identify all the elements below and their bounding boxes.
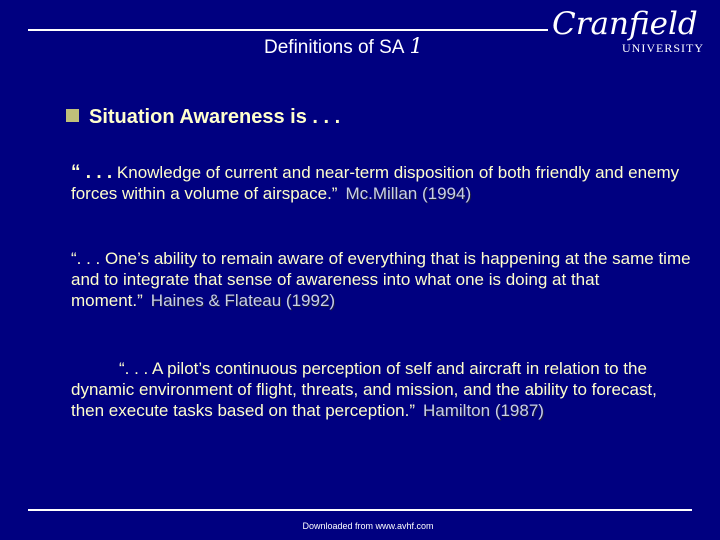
footer-source: Downloaded from www.avhf.com <box>302 521 434 531</box>
quote-1-lead: “ . . . <box>71 162 113 183</box>
quote-1-text: Knowledge of current and near-term disposition of both friendly and enemy forces within a volume of airspace.” <box>71 163 680 203</box>
bottom-divider <box>28 509 692 511</box>
quote-1-citation: Mc.Millan (1994) <box>345 184 472 203</box>
title-text: Definitions of SA <box>264 37 405 58</box>
quote-2-citation: Haines & Flateau (1992) <box>150 291 336 310</box>
logo-main-text: Cranfield <box>552 6 698 42</box>
quote-3-text: “. . . A pilot’s continuous perception of self and aircraft in relation to the dynamic environment of flight, threats, and mission, and the ability to forecast, then execute tasks based on that perception.” <box>71 359 657 420</box>
logo-sub-text: UNIVERSITY <box>622 41 704 55</box>
definition-quote-2 <box>71 248 691 311</box>
top-divider <box>28 29 548 31</box>
heading-text: Situation Awareness is . . . <box>89 106 341 128</box>
quote-3-citation: Hamilton (1987) <box>423 401 544 420</box>
square-bullet-icon <box>66 109 79 122</box>
title-number: 1 <box>409 34 423 58</box>
definition-quote-3 <box>71 358 691 421</box>
cranfield-logo <box>548 6 704 58</box>
definition-quote-1 <box>71 162 691 204</box>
section-heading <box>66 106 340 129</box>
slide-title <box>264 34 423 59</box>
quote-2-text: “. . . One’s ability to remain aware of everything that is happening at the same time and to integrate that sense of awareness into what one is doing at that moment.” <box>71 249 691 310</box>
